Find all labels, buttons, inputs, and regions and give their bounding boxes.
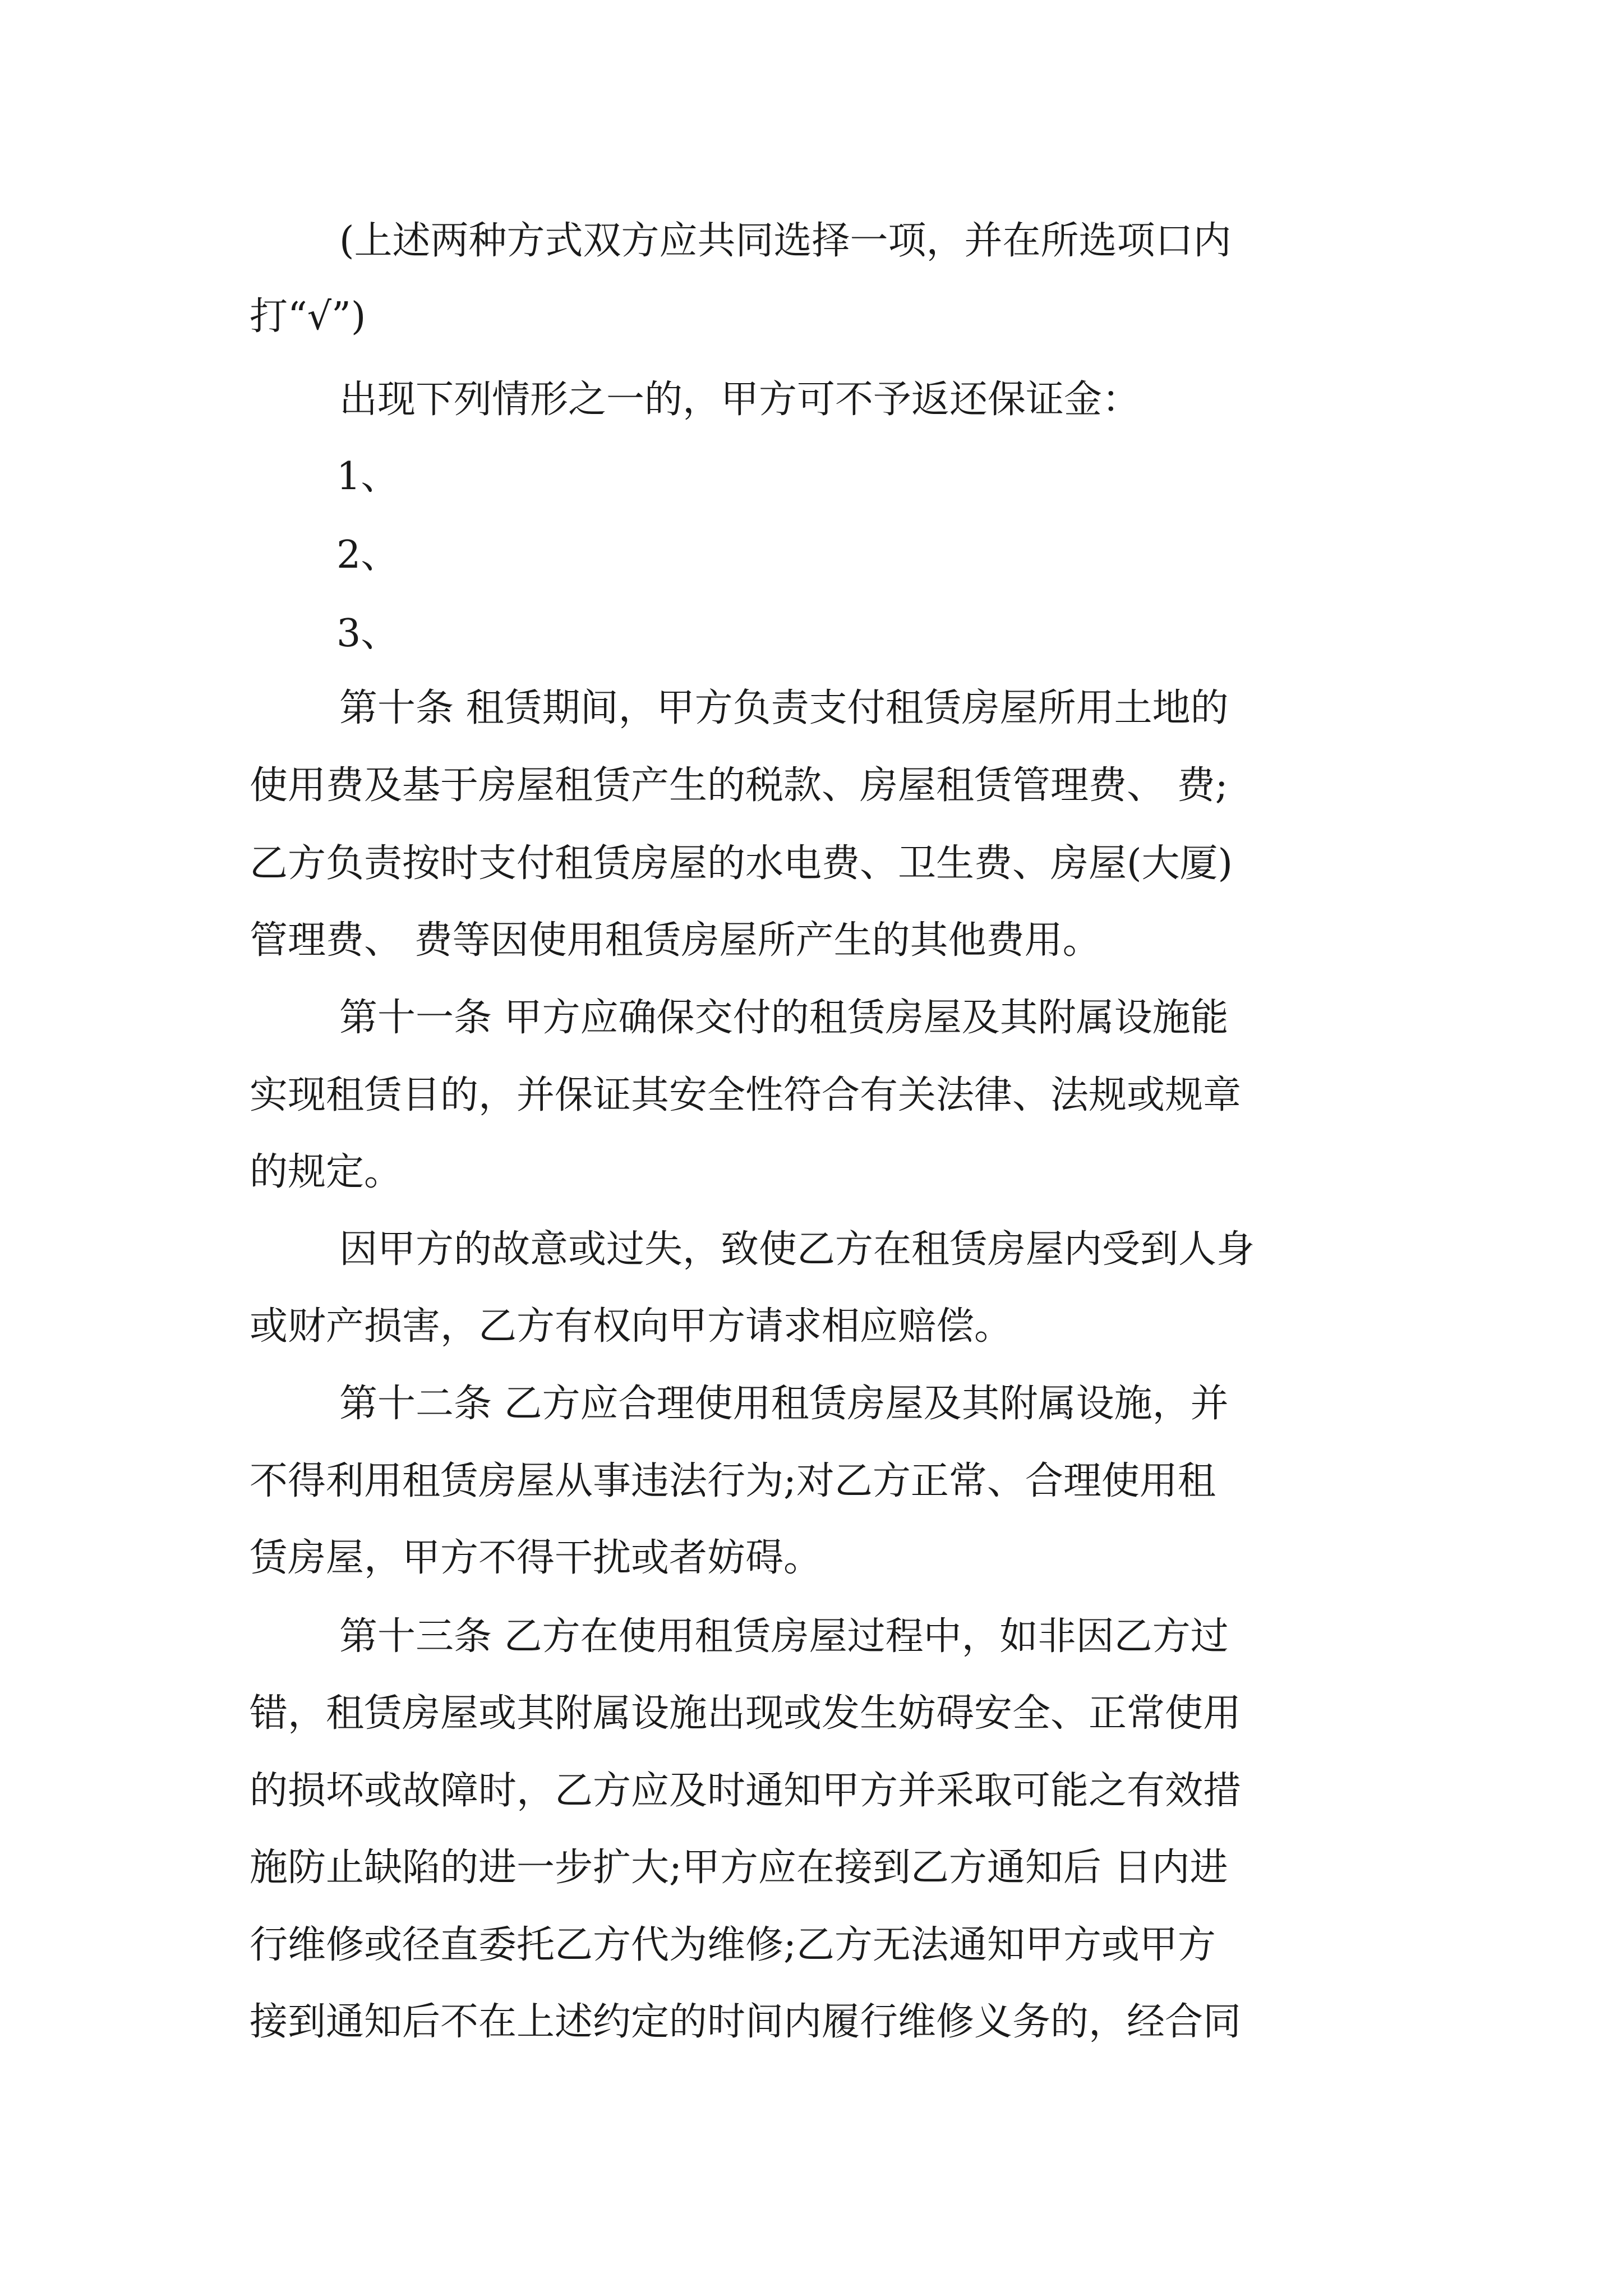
- article-13-heading-line: 第十三条 乙方在使用租赁房屋过程中，如非因乙方过: [339, 1614, 1229, 1659]
- text-line: 的损坏或故障时，乙方应及时通知甲方并采取可能之有效措: [250, 1769, 1242, 1813]
- list-item-number: 1、: [336, 454, 399, 499]
- text-line: 实现租赁目的，并保证其安全性符合有关法律、法规或规章: [250, 1073, 1242, 1117]
- text-line: 乙方负责按时支付租赁房屋的水电费、卫生费、房屋(大厦): [250, 841, 1233, 886]
- list-item-number: 2、: [336, 533, 399, 577]
- article-11-heading-line: 第十一条 甲方应确保交付的租赁房屋及其附属设施能: [339, 996, 1229, 1040]
- text-line: 行维修或径直委托乙方代为维修;乙方无法通知甲方或甲方: [250, 1923, 1216, 1967]
- text-line: 错，租赁房屋或其附属设施出现或发生妨碍安全、正常使用: [250, 1691, 1242, 1736]
- text-line: 打“√”): [250, 295, 366, 339]
- text-line: 管理费、 费等因使用租赁房屋所产生的其他费用。: [250, 918, 1101, 963]
- text-line: 出现下列情形之一的，甲方可不予返还保证金：: [339, 378, 1141, 422]
- text-line: 施防止缺陷的进一步扩大;甲方应在接到乙方通知后 日内进: [250, 1846, 1228, 1890]
- text-line: 接到通知后不在上述约定的时间内履行维修义务的，经合同: [250, 2000, 1242, 2044]
- text-line: 或财产损害，乙方有权向甲方请求相应赔偿。: [250, 1304, 1013, 1349]
- text-line: 的规定。: [250, 1150, 403, 1194]
- text-line: 不得利用租赁房屋从事违法行为;对乙方正常、合理使用租: [250, 1459, 1216, 1503]
- text-line: 赁房屋，甲方不得干扰或者妨碍。: [250, 1536, 822, 1580]
- text-line: (上述两种方式双方应共同选择一项，并在所选项口内: [339, 219, 1232, 263]
- list-item-number: 3、: [336, 611, 399, 656]
- article-10-heading-line: 第十条 租赁期间，甲方负责支付租赁房屋所用土地的: [339, 686, 1229, 730]
- text-line: 使用费及基于房屋租赁产生的税款、房屋租赁管理费、 费;: [250, 763, 1228, 808]
- text-line: 因甲方的故意或过失，致使乙方在租赁房屋内受到人身: [339, 1227, 1255, 1272]
- article-12-heading-line: 第十二条 乙方应合理使用租赁房屋及其附属设施，并: [339, 1382, 1229, 1426]
